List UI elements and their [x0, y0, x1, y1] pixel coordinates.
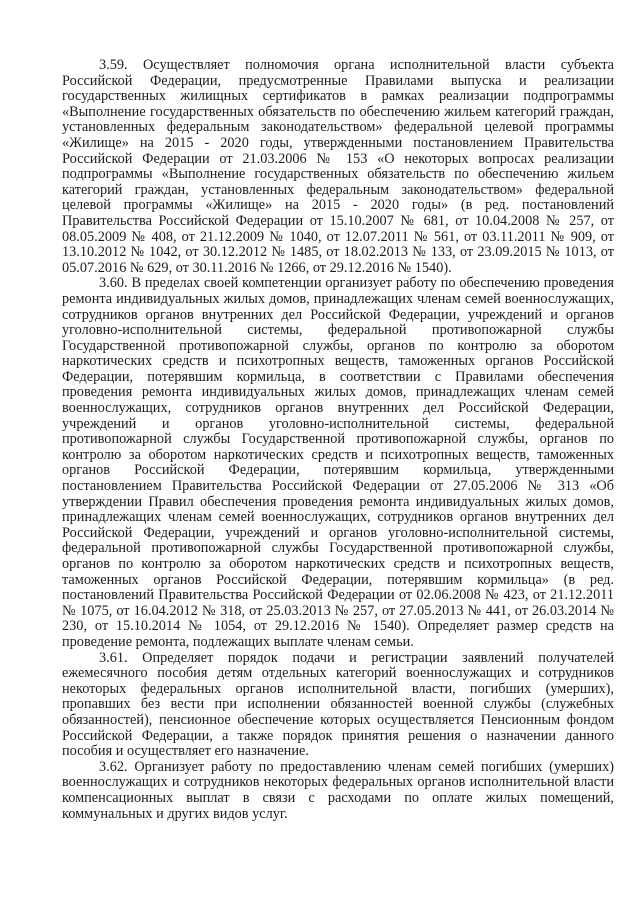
paragraph-3-61: 3.61. Определяет порядок подачи и регистрации заявлений получателей ежемесячного пособия детям отдельных категорий военнослужащих и сотрудников некоторых федеральных органов исполнительной власти, погибших (умерших), пропавших без вести при исполнении обязанностей военной службы (служебных обязанностей), пенсионное обеспечение которых осуществляется Пенсионным фондом Российской Федерации, а также порядок принятия решения о назначении данного пособия и осуществляет его назначение. [62, 649, 614, 760]
document-page [62, 58, 614, 822]
paragraph-3-62: 3.62. Организует работу по предоставлению членам семей погибших (умерших) военнослужащих и сотрудников некоторых федеральных органов исполнительной власти компенсационных выплат в связи с расходами по оплате жилых помещений, коммунальных и других видов услуг. [62, 758, 614, 822]
paragraph-3-60: 3.60. В пределах своей компетенции организует работу по обеспечению проведения ремонта индивидуальных жилых домов, принадлежащих членам семей военнослужащих, сотрудников органов внутренних дел Российской Федерации, учреждений и органов уголовно-исполнительной системы, федеральной противопожарной службы Государственной противопожарной службы, органов по контролю за оборотом наркотических средств и психотропных веществ, таможенных органов Российской Федерации, потерявшим кормильца, в соответствии с Правилами обеспечения проведения ремонта индивидуальных жилых домов, принадлежащих членам семей военнослужащих, сотрудников органов внутренних дел Российской Федерации, учреждений и органов уголовно-исполнительной системы, федеральной противопожарной службы Государственной противопожарной службы, органов по контролю за оборотом наркотических средств и психотропных веществ, таможенных органов Российской Федерации, потерявшим кормильца, утвержденными постановлением Правительства Российской Федерации от 27.05.2006 № 313 «Об утверждении Правил обеспечения проведения ремонта индивидуальных жилых домов, принадлежащих членам семей военнослужащих, сотрудников органов внутренних дел Российской Федерации, учреждений и органов уголовно-исполнительной системы, федеральной противопожарной службы Государственной противопожарной службы, органов по контролю за оборотом наркотических средств и психотропных веществ, таможенных органов Российской Федерации, потерявшим кормильца» (в ред. постановлений Правительства Российской Федерации от 02.06.2008 № 423, от 21.12.2011 № 1075, от 16.04.2012 № 318, от 25.03.2013 № 257, от 27.05.2013 № 441, от 26.03.2014 № 230, от 15.10.2014 № 1054, от 29.12.2016 № 1540). Определяет размер средств на проведение ремонта, подлежащих выплате членам семьи. [62, 275, 614, 650]
paragraph-3-59: 3.59. Осуществляет полномочия органа исполнительной власти субъекта Российской Федерации, предусмотренные Правилами выпуска и реализации государственных жилищных сертификатов в рамках реализации подпрограммы «Выполнение государственных обязательств по обеспечению жильем категорий граждан, установленных федеральным законодательством» федеральной целевой программы «Жилище» на 2015 - 2020 годы, утвержденными постановлением Правительства Российской Федерации от 21.03.2006 № 153 «О некоторых вопросах реализации подпрограммы «Выполнение государственных обязательств по обеспечению жильем категорий граждан, установленных федеральным законодательством» федеральной целевой программы «Жилище» на 2015 - 2020 годы» (в ред. постановлений Правительства Российской Федерации от 15.10.2007 № 681, от 10.04.2008 № 257, от 08.05.2009 № 408, от 21.12.2009 № 1040, от 12.07.2011 № 561, от 03.11.2011 № 909, от 13.10.2012 № 1042, от 30.12.2012 № 1485, от 18.02.2013 № 133, от 23.09.2015 № 1013, от 05.07.2016 № 629, от 30.11.2016 № 1266, от 29.12.2016 № 1540). [62, 57, 614, 276]
